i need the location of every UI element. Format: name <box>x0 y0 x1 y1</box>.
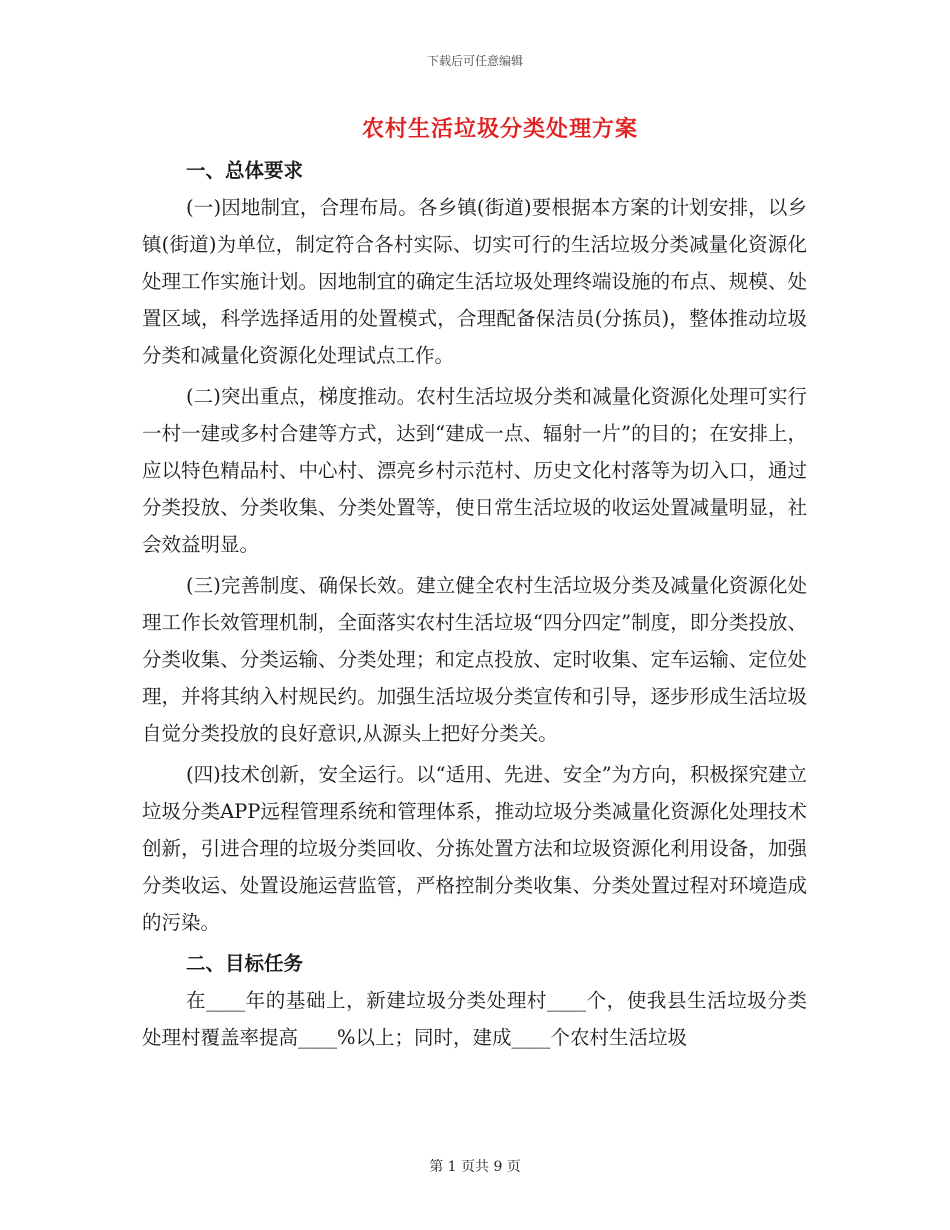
paragraph-3: (三)完善制度、确保长效。建立健全农村生活垃圾分类及减量化资源化处理工作长效管理机制，全面落实农村生活垃圾“四分四定”制度，即分类投放、分类收集、分类运输、分类处理；和定点投放、定时收集、定车运输、定位处理，并将其纳入村规民约。加强生活垃圾分类宣传和引导，逐步形成生活垃圾自觉分类投放的良好意识,从源头上把好分类关。 <box>142 574 807 745</box>
paragraph-5: 在____年的基础上，新建垃圾分类处理村____个，使我县生活垃圾分类处理村覆盖率提高____%以上；同时，建成____个农村生活垃圾 <box>142 989 807 1049</box>
paragraph-1: (一)因地制宜，合理布局。各乡镇(街道)要根据本方案的计划安排，以乡镇(街道)为单位，制定符合各村实际、切实可行的生活垃圾分类减量化资源化处理工作实施计划。因地制宜的确定生活垃圾处理终端设施的布点、规模、处置区域，科学选择适用的处置模式，合理配备保洁员(分拣员)，整体推动垃圾分类和减量化资源化处理试点工作。 <box>142 196 807 367</box>
section-heading-1: 一、总体要求 <box>186 159 304 182</box>
section-heading-2: 二、目标任务 <box>186 952 304 975</box>
page-footer: 第 1 页共 9 页 <box>429 1159 521 1175</box>
document-body <box>142 150 807 1056</box>
document-title: 农村生活垃圾分类处理方案 <box>361 116 638 142</box>
paragraph-4: (四)技术创新，安全运行。以“适用、先进、安全”为方向，积极探究建立垃圾分类APP远程管理系统和管理体系，推动垃圾分类减量化资源化处理技术创新，引进合理的垃圾分类回收、分拣处置方法和垃圾资源化利用设备，加强分类收运、处置设施运营监管，严格控制分类收集、分类处置过程对环境造成的污染。 <box>142 763 807 934</box>
paragraph-2: (二)突出重点，梯度推动。农村生活垃圾分类和减量化资源化处理可实行一村一建或多村合建等方式，达到“建成一点、辐射一片”的目的；在安排上，应以特色精品村、中心村、漂亮乡村示范村、历史文化村落等为切入口，通过分类投放、分类收集、分类处置等，使日常生活垃圾的收运处置减量明显，社会效益明显。 <box>142 385 807 556</box>
header-note: 下载后可任意编辑 <box>426 54 523 68</box>
